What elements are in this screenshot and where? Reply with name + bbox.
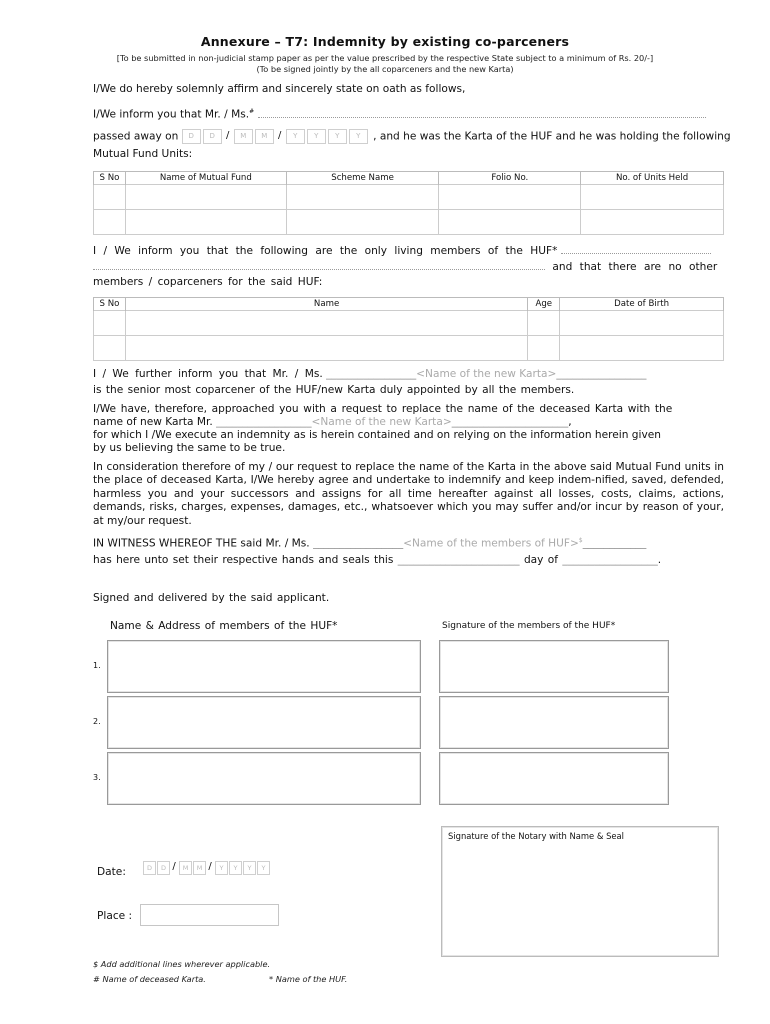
approached-line3: for which I /We execute an indemnity as is herein contained and on relying on the information herein given <box>93 429 661 441</box>
place-label: Place : <box>97 910 133 922</box>
date-year-box[interactable]: Y <box>349 129 368 144</box>
table-cell[interactable] <box>94 336 126 361</box>
mutual-fund-table <box>93 171 724 235</box>
huf-name-field-cont[interactable] <box>93 259 545 270</box>
date-separator: / <box>226 130 230 141</box>
members-name-field[interactable]: <Name of the members of HUF> <box>403 537 579 550</box>
passed-away-label: passed away on <box>93 130 179 143</box>
blank-line: _________________ <box>326 368 417 380</box>
hash-mark: # <box>249 108 255 115</box>
witness-label: IN WITNESS WHEREOF THE said Mr. / Ms. <box>93 537 310 550</box>
new-karta-name-label: name of new Karta Mr. <box>93 416 213 428</box>
mf-units-label: Mutual Fund Units: <box>93 148 193 160</box>
date-year-box[interactable]: Y <box>286 129 305 144</box>
col-units: No. of Units Held <box>581 172 724 185</box>
footnote-huf-name: * Name of the HUF. <box>269 974 348 984</box>
notary-box[interactable] <box>441 826 719 957</box>
living-members-label: I / We inform you that the following are the only living members of the HUF* <box>93 245 558 257</box>
table-cell[interactable] <box>125 336 527 361</box>
blank-line: _________________ <box>313 537 404 550</box>
row-number: 1. <box>93 661 101 670</box>
day-of-label: day of <box>523 554 559 566</box>
month-field[interactable]: __________________ <box>562 554 658 566</box>
member-name-address-box-3[interactable] <box>107 752 421 805</box>
blank-line: _________________ <box>556 368 647 380</box>
member-name-address-box-1[interactable] <box>107 640 421 693</box>
table-header-row <box>94 172 724 185</box>
col-dob: Date of Birth <box>560 298 724 311</box>
date-year-box[interactable]: Y <box>215 861 228 875</box>
date-year-box[interactable]: Y <box>307 129 326 144</box>
inform-deceased-line <box>93 105 723 122</box>
table-cell[interactable] <box>286 185 439 210</box>
col-sno: S No <box>94 172 126 185</box>
subtitle-signing: (To be signed jointly by the all coparceners and the new Karta) <box>256 64 514 74</box>
living-members-line <box>93 243 724 258</box>
table-cell[interactable] <box>286 210 439 235</box>
hands-seals-label: has here unto set their respective hands and seals this <box>93 554 394 566</box>
table-row <box>94 336 724 361</box>
place-input[interactable] <box>140 904 279 926</box>
date-month-box[interactable]: M <box>234 129 253 144</box>
date-year-box[interactable]: Y <box>243 861 256 875</box>
blank-line: ______________________ <box>451 416 569 428</box>
footnote-deceased-karta: # Name of deceased Karta. <box>93 974 206 984</box>
approached-line2: name of new Karta Mr. __________________<Name of the new Karta>______________________, <box>93 416 572 428</box>
hands-seals-line: has here unto set their respective hands and seals this _______________________ day of __________________. <box>93 554 662 566</box>
col-name: Name <box>125 298 527 311</box>
table-cell[interactable] <box>125 210 286 235</box>
date-month-box[interactable]: M <box>193 861 206 875</box>
table-cell[interactable] <box>94 185 126 210</box>
table-cell[interactable] <box>94 311 126 336</box>
date-year-box[interactable]: Y <box>229 861 242 875</box>
table-cell[interactable] <box>439 210 581 235</box>
date-month-box[interactable]: M <box>255 129 274 144</box>
table-row <box>94 311 724 336</box>
row-number: 2. <box>93 717 101 726</box>
table-cell[interactable] <box>439 185 581 210</box>
consideration-paragraph: In consideration therefore of my / our request to replace the name of the Karta in the above said Mutual Fund units in the place of deceased Karta, I/We hereby agree and undertake to indemnify and keep indem-nified, saved, defended, harmless you and your successors and assigns for all time hereafter against all losses, costs, claims, actions, demands, risks, charges, expenses, damages, etc., whatsoever which you may suffer and/or incur by reason of your, at my/our request. <box>93 461 724 527</box>
date-day-box[interactable]: D <box>157 861 170 875</box>
member-name-address-box-2[interactable] <box>107 696 421 749</box>
approached-line4: by us believing the same to be true. <box>93 442 286 454</box>
blank-line: __________________ <box>216 416 312 428</box>
col-folio: Folio No. <box>439 172 581 185</box>
inform-deceased-label: I/We inform you that Mr. / Ms. <box>93 108 250 121</box>
table-cell[interactable] <box>581 185 724 210</box>
page-title: Annexure – T7: Indemnity by existing co-parceners <box>200 34 570 49</box>
col-age: Age <box>528 298 560 311</box>
living-members-line2 <box>93 259 724 274</box>
subtitle-stamp-paper: [To be submitted in non-judicial stamp paper as per the value prescribed by the respective State subject to a minimum of Rs. 20/-] <box>116 53 654 63</box>
table-cell[interactable] <box>560 336 724 361</box>
further-inform-label: I / We further inform you that Mr. / Ms. <box>93 368 323 380</box>
coparceners-label: members / coparceners for the said HUF: <box>93 276 323 288</box>
table-cell[interactable] <box>528 336 560 361</box>
col-scheme: Scheme Name <box>286 172 439 185</box>
table-row <box>94 185 724 210</box>
death-date-field[interactable] <box>182 129 370 144</box>
notary-label: Signature of the Notary with Name & Seal <box>448 831 624 841</box>
members-table <box>93 297 724 361</box>
col-mutual-fund: Name of Mutual Fund <box>125 172 286 185</box>
approached-line1: I/We have, therefore, approached you with a request to replace the name of the deceased Karta with the <box>93 403 673 415</box>
no-other-text: and that there are no other <box>552 261 718 273</box>
new-karta-name-field[interactable]: <Name of the new Karta> <box>311 416 452 428</box>
date-day-box[interactable]: D <box>203 129 222 144</box>
row-number: 3. <box>93 773 101 782</box>
signature-heading: Signature of the members of the HUF* <box>442 621 616 631</box>
member-signature-box-3[interactable] <box>439 752 669 805</box>
table-cell[interactable] <box>560 311 724 336</box>
col-sno: S No <box>94 298 126 311</box>
passed-away-line <box>93 129 733 144</box>
date-day-box[interactable]: D <box>143 861 156 875</box>
date-label: Date: <box>97 866 126 878</box>
member-signature-box-1[interactable] <box>439 640 669 693</box>
table-row <box>94 210 724 235</box>
table-cell[interactable] <box>581 210 724 235</box>
date-month-box[interactable]: M <box>179 861 192 875</box>
dollar-mark: $ <box>578 537 583 544</box>
table-header-row <box>94 298 724 311</box>
footnote-additional-lines: $ Add additional lines wherever applicable. <box>93 959 271 969</box>
huf-name-field[interactable] <box>561 243 711 254</box>
witness-line <box>93 534 724 551</box>
date-year-box[interactable]: Y <box>328 129 347 144</box>
senior-coparcener-text: is the senior most coparcener of the HUF/new Karta duly appointed by all the members. <box>93 384 575 396</box>
table-cell[interactable] <box>94 210 126 235</box>
karta-holding-text: , and he was the Karta of the HUF and he was holding the following <box>373 130 731 143</box>
day-field[interactable]: _______________________ <box>397 554 520 566</box>
date-separator: / <box>208 861 212 872</box>
table-cell[interactable] <box>125 185 286 210</box>
date-separator: / <box>172 861 176 872</box>
new-karta-line <box>93 367 724 381</box>
signed-delivered-text: Signed and delivered by the said applicant. <box>93 592 330 604</box>
date-day-box[interactable]: D <box>182 129 201 144</box>
table-cell[interactable] <box>528 311 560 336</box>
table-cell[interactable] <box>125 311 527 336</box>
affirm-statement: I/We do hereby solemnly affirm and sincerely state on oath as follows, <box>93 83 466 95</box>
new-karta-field[interactable]: <Name of the new Karta> <box>416 368 557 380</box>
date-year-box[interactable]: Y <box>257 861 270 875</box>
member-signature-box-2[interactable] <box>439 696 669 749</box>
blank-line: ____________ <box>582 537 647 550</box>
name-address-heading: Name & Address of members of the HUF* <box>110 620 338 632</box>
deceased-karta-name-field[interactable] <box>258 107 706 118</box>
date-field[interactable] <box>143 861 271 875</box>
date-separator: / <box>278 130 282 141</box>
